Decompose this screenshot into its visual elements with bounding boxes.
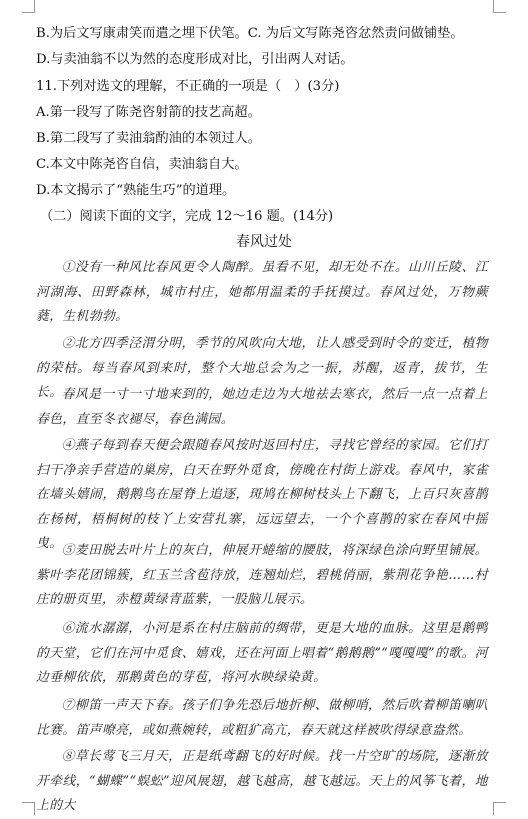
paragraph-5: ⑤麦田脱去叶片上的灰白，伸展开蜷缩的腰肢，将深绿色涂向野里铺展。紫叶李花团锦簇，红玉兰含苞待放，连翘灿烂，碧桃俏丽，紫荆花争艳……村庄的册页里，赤橙黄绿青蓝紫，一股脑儿展示。 (36, 543, 488, 607)
paragraph-3: 春风是一寸一寸地来到的，她边走边为大地祛去寒衣，然后一点一点着上春色，直至冬衣褪尽，春色满园。 (36, 387, 488, 427)
option-b-c-line: B.为后文写康肃笑而遣之埋下伏笔。C. 为后文写陈尧咨忿然责问做铺垫。 (36, 26, 464, 41)
crop-mark-bottom-right (493, 802, 506, 815)
paragraph-8: ⑧草长莺飞三月天，正是纸鸢翻飞的好时候。找一片空旷的场院，逐渐放开牵线，“蝴蝶”“蜈蚣”迎风展翅，越飞越高，越飞越远。天上的风筝飞着，地上的大 (36, 749, 488, 813)
paragraph-1: ①没有一种风比春风更令人陶醉。虽看不见，却无处不在。山川丘陵、江河湖海、田野森林，城市村庄，她都用温柔的手抚摸过。春风过处，万物蕨蕤，生机勃勃。 (36, 260, 488, 324)
question-11: 11.下列对选文的理解，不正确的一项是（ ）(3分) (36, 79, 340, 94)
crop-mark-bottom-left (22, 802, 35, 815)
option-b: B.第二段写了卖油翁酌油的本领过人。 (36, 131, 261, 146)
paragraph-4: ④燕子每到春天便会跟随春风按时返回村庄，寻找它曾经的家园。它们打扫干净亲手营造的巢房，白天在野外觅食，傍晚在村街上游戏。春风中，家雀在墙头嬉闹，鹅鹅鸟在屋脊上追逐，斑鸠在柳树枝头上下翻飞，上百只灰喜鹊在杨树，梧桐树的枝丫上安营扎寨，远远望去，一个个喜鹊的家在春风中摇曳。 (36, 438, 488, 551)
option-d-line: D.与卖油翁不以为然的态度形成对比，引出两人对话。 (36, 52, 354, 67)
paragraph-6: ⑥流水潺潺，小河是系在村庄脑前的绸带，更是大地的血脉。这里是鹅鸭的天堂，它们在河中觅食、嬉戏，还在河面上唱着“鹅鹅鹅”“嘎嘎嘎”的歌。河边垂柳依依，那鹅黄色的芽苞，将河水映绿染黄。 (36, 621, 488, 685)
paragraph-2: ②北方四季泾渭分明，季节的风吹向大地，让人感受到时令的变迁，植物的荣枯。每当春风到来时，整个大地总会为之一振，苏醒，返青，拔节，生长。 (36, 336, 488, 400)
option-a: A.第一段写了陈尧咨射箭的技艺高超。 (36, 105, 261, 120)
crop-mark-top-right (493, 0, 506, 13)
option-d: D.本文揭示了“熟能生巧”的道理。 (36, 183, 236, 198)
option-c: C.本文中陈尧咨自信，卖油翁自大。 (36, 157, 248, 172)
article-title: 春风过处 (236, 234, 292, 250)
section-two-heading: （二）阅读下面的文字，完成 12～16 题。(14分) (40, 209, 334, 224)
paragraph-7: ⑦柳笛一声天下春。孩子们争先恐后地折柳、做柳哨，然后吹着柳笛喇叭比赛。笛声嘹亮，或如燕婉转，或粗犷高亢，春天就这样被吹得绿意盎然。 (36, 698, 488, 738)
crop-mark-top-left (22, 0, 35, 13)
